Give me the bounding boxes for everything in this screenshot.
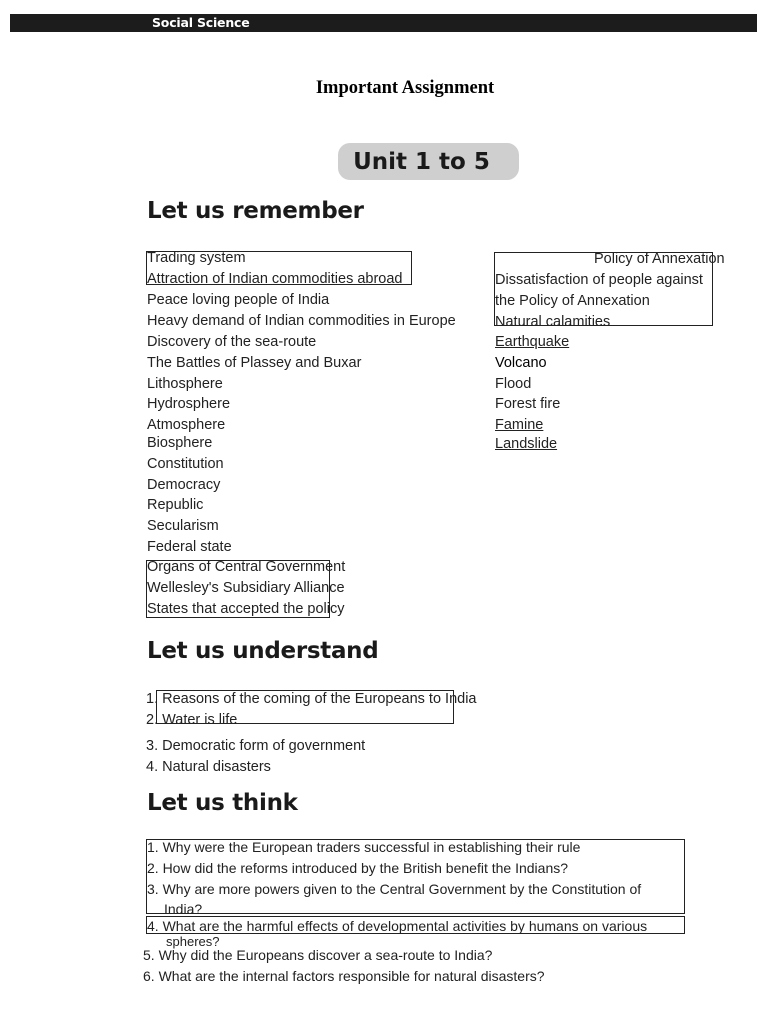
remember-item: Secularism (147, 518, 219, 534)
document-title: Important Assignment (315, 78, 495, 98)
remember-item: Federal state (147, 539, 232, 555)
remember-item: Biosphere (147, 435, 213, 451)
unit-badge-label: Unit 1 to 5 (353, 148, 490, 175)
remember-item: Earthquake (495, 334, 570, 350)
unit-badge (338, 143, 519, 180)
remember-item: Trading system (147, 250, 246, 266)
think-question: 6. What are the internal factors responsible for natural disasters? (143, 968, 545, 984)
think-question: 2. How did the reforms introduced by the British benefit the Indians? (147, 860, 569, 876)
subject-label: Social Science (152, 15, 250, 30)
remember-item: Landslide (495, 436, 558, 452)
remember-item: Discovery of the sea-route (147, 334, 317, 350)
remember-item: Forest fire (495, 396, 561, 412)
think-question: 4. What are the harmful effects of developmental activities by humans on various (147, 918, 648, 934)
think-question: 1. Why were the European traders successful in establishing their rule (147, 839, 581, 855)
think-question: spheres? (166, 934, 220, 949)
remember-item: States that accepted the policy (147, 601, 345, 617)
understand-item: 1. Reasons of the coming of the Europeans to India (146, 691, 477, 707)
remember-item: Atmosphere (147, 417, 226, 433)
remember-item: Lithosphere (147, 376, 223, 392)
think-question: India? (164, 901, 203, 917)
remember-item: Famine (495, 417, 544, 433)
understand-item: 4. Natural disasters (146, 759, 271, 775)
think-question: 5. Why did the Europeans discover a sea-route to India? (143, 947, 493, 963)
remember-item: Flood (495, 376, 532, 392)
remember-item: Attraction of Indian commodities abroad (147, 271, 403, 287)
remember-item: the Policy of Annexation (495, 293, 650, 309)
understand-item: 3. Democratic form of government (146, 738, 366, 754)
remember-item: Wellesley's Subsidiary Alliance (147, 580, 345, 596)
remember-item: Heavy demand of Indian commodities in Europe (147, 313, 456, 329)
remember-item: Democracy (147, 477, 221, 493)
understand-heading: Let us understand (147, 638, 379, 664)
remember-item: Natural calamities (495, 314, 611, 330)
remember-item: Organs of Central Government (147, 559, 346, 575)
remember-item: Republic (147, 497, 204, 513)
remember-item: Hydrosphere (147, 396, 231, 412)
remember-item: Dissatisfaction of people against (495, 272, 703, 288)
remember-item: Policy of Annexation (594, 251, 725, 267)
remember-item: Peace loving people of India (147, 292, 330, 308)
remember-item: The Battles of Plassey and Buxar (147, 355, 362, 371)
think-question: 3. Why are more powers given to the Central Government by the Constitution of (147, 881, 642, 897)
header-bar (10, 14, 757, 32)
remember-item: Constitution (147, 456, 224, 472)
remember-heading: Let us remember (147, 198, 364, 224)
remember-item: Volcano (495, 355, 547, 371)
think-heading: Let us think (147, 790, 298, 816)
understand-item: 2. Water is life (146, 712, 238, 728)
